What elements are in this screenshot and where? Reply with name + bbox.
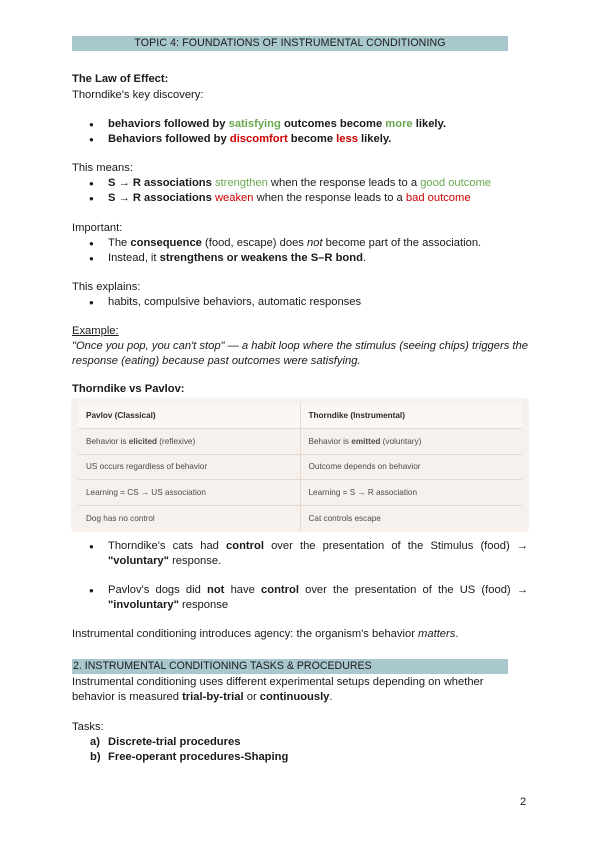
table-cell: Dog has no control xyxy=(78,505,300,531)
table-cell: Learning = S → R association xyxy=(300,480,522,506)
law-bullet-2: ● Behaviors followed by discomfort become less likely. xyxy=(72,132,528,147)
page-number: 2 xyxy=(520,796,527,808)
example-text: "Once you pop, you can't stop" — a habit loop where the stimulus (seeing chips) triggers the response (eating) because past outcomes were satisfying. xyxy=(72,340,528,367)
table-header-pavlov: Pavlov (Classical) xyxy=(78,403,300,429)
table-row xyxy=(78,480,522,506)
means-list xyxy=(72,176,528,206)
law-intro: Thorndike's key discovery: xyxy=(72,89,204,101)
explains-label: This explains: xyxy=(72,281,141,293)
control-bullet-1: ● Thorndike's cats had control over the presentation of the Stimulus (food) → "voluntary" response. xyxy=(72,539,528,569)
table-header-row xyxy=(78,403,522,429)
task-item: b) Free-operant procedures-Shaping xyxy=(90,751,289,763)
control-list xyxy=(72,539,528,613)
table-cell: US occurs regardless of behavior xyxy=(78,454,300,480)
means-label: This means: xyxy=(72,162,133,174)
important-bullet-2: ● Instead, it strengthens or weakens the S–R bond. xyxy=(72,251,528,266)
topic-banner: TOPIC 4: FOUNDATIONS OF INSTRUMENTAL CONDITIONING xyxy=(72,36,508,51)
table-row xyxy=(78,454,522,480)
section2-banner: 2. INSTRUMENTAL CONDITIONING TASKS & PROCEDURES xyxy=(72,659,508,674)
task-item: a) Discrete-trial procedures xyxy=(90,736,241,748)
vs-heading: Thorndike vs Pavlov: xyxy=(72,383,185,395)
agency-text: Instrumental conditioning introduces agency: the organism's behavior matters. xyxy=(72,628,459,640)
law-list xyxy=(72,117,528,147)
example-label: Example: xyxy=(72,325,119,337)
table-row xyxy=(78,429,522,455)
table-cell: Behavior is emitted (voluntary) xyxy=(300,429,522,455)
explains-list xyxy=(72,295,528,310)
table-cell: Cat controls escape xyxy=(308,513,381,523)
table-cell: Learning = CS → US association xyxy=(78,480,300,506)
comparison-table xyxy=(78,403,522,531)
table-cell: Outcome depends on behavior xyxy=(300,454,522,480)
tasks-label: Tasks: xyxy=(72,721,104,733)
control-bullet-2: ● Pavlov's dogs did not have control over the presentation of the US (food) → "involuntary" response xyxy=(72,583,528,613)
important-label: Important: xyxy=(72,222,123,234)
tasks-list xyxy=(72,735,528,765)
section2-text: Instrumental conditioning uses different experimental setups depending on whether behavior is measured trial-by-trial or continuously. xyxy=(72,676,484,703)
table-row xyxy=(78,505,522,531)
means-bullet-1: ● S → R associations strengthen when the response leads to a good outcome xyxy=(72,176,528,191)
table-header-thorndike: Thorndike (Instrumental) xyxy=(300,403,522,429)
important-bullet-1: ● The consequence (food, escape) does not become part of the association. xyxy=(72,236,528,251)
comparison-table-card xyxy=(72,399,528,531)
law-heading: The Law of Effect: xyxy=(72,73,169,85)
means-bullet-2: ● S → R associations weaken when the response leads to a bad outcome xyxy=(72,191,528,206)
table-cell: Behavior is elicited (reflexive) xyxy=(78,429,300,455)
explains-bullet-1: ● habits, compulsive behaviors, automatic responses xyxy=(72,295,528,310)
law-bullet-1: ● behaviors followed by satisfying outcomes become more likely. xyxy=(72,117,528,132)
important-list xyxy=(72,236,528,266)
